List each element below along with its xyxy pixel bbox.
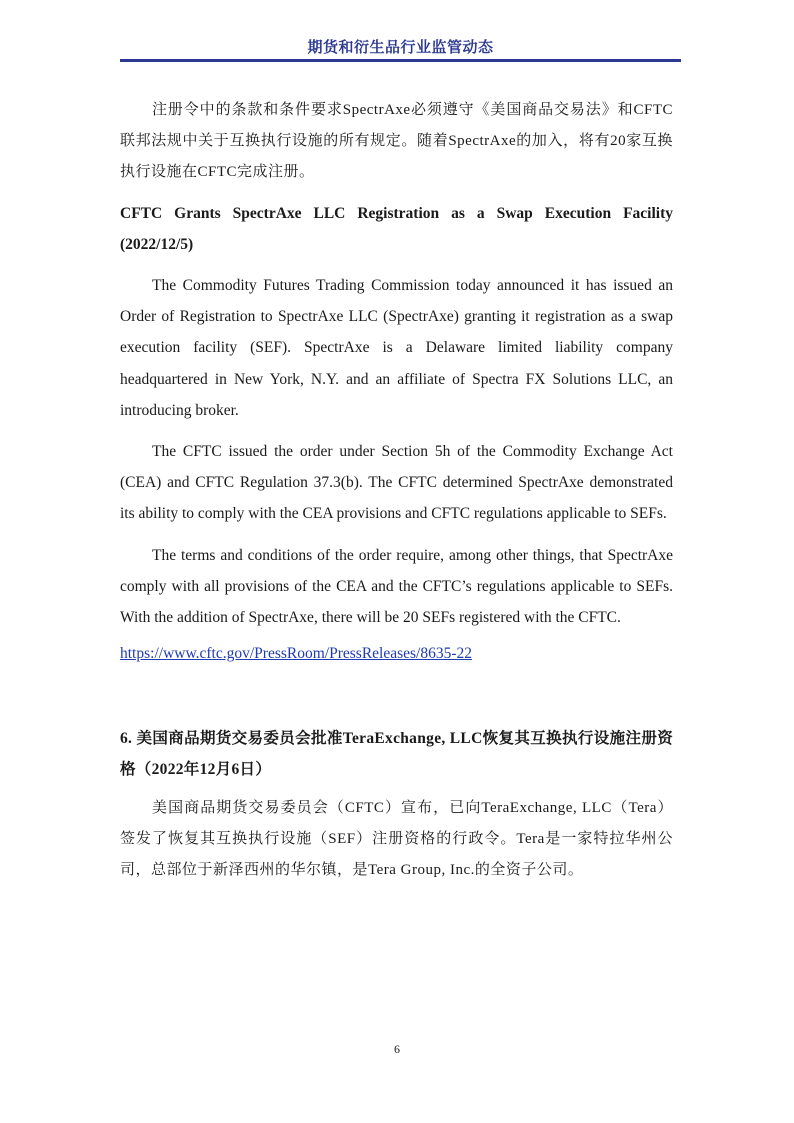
header-divider	[120, 59, 681, 62]
article-heading-en: CFTC Grants SpectrAxe LLC Registration as a Swap Execution Facility (2022/12/5)	[120, 205, 673, 253]
paragraph-cn-2: 美国商品期货交易委员会（CFTC）宣布，已向TeraExchange, LLC（Tera）签发了恢复其互换执行设施（SEF）注册资格的行政令。Tera是一家特拉华州公司，总部位于新泽西州的华尔镇，是Tera Group, Inc.的全资子公司。	[120, 800, 673, 879]
page-number: 6	[394, 1042, 400, 1056]
running-header-title: 期货和衍生品行业监管动态	[307, 38, 494, 56]
page-body	[120, 95, 673, 886]
paragraph-cn-continuation: 注册令中的条款和条件要求SpectrAxe必须遵守《美国商品交易法》和CFTC联邦法规中关于互换执行设施的所有规定。随着SpectrAxe的加入，将有20家互换执行设施在CFTC完成注册。	[120, 102, 673, 180]
paragraph-en-3: The terms and conditions of the order require, among other things, that SpectrAxe comply with all provisions of the CEA and the CFTC’s regulations applicable to SEFs. With the addition of SpectrAxe, there will be 20 SEFs registered with the CFTC.	[120, 546, 673, 627]
paragraph-en-2: The CFTC issued the order under Section 5h of the Commodity Exchange Act (CEA) and CFTC Regulation 37.3(b). The CFTC determined SpectrAxe demonstrated its ability to comply with the CEA provisions and CFTC regulations applicable to SEFs.	[120, 443, 673, 523]
paragraph-en-1: The Commodity Futures Trading Commission today announced it has issued an Order of Registration to SpectrAxe LLC (SpectrAxe) granting it registration as a swap execution facility (SEF). SpectrAxe is a Delaware limited liability company headquartered in New York, N.Y. and an affiliate of Spectra FX Solutions LLC, an introducing broker.	[120, 277, 673, 419]
press-release-link[interactable]: https://www.cftc.gov/PressRoom/PressReleases/8635-22	[120, 645, 473, 663]
article-heading-cn: 6. 美国商品期货交易委员会批准TeraExchange, LLC恢复其互换执行设施注册资格（2022年12月6日）	[120, 730, 673, 779]
